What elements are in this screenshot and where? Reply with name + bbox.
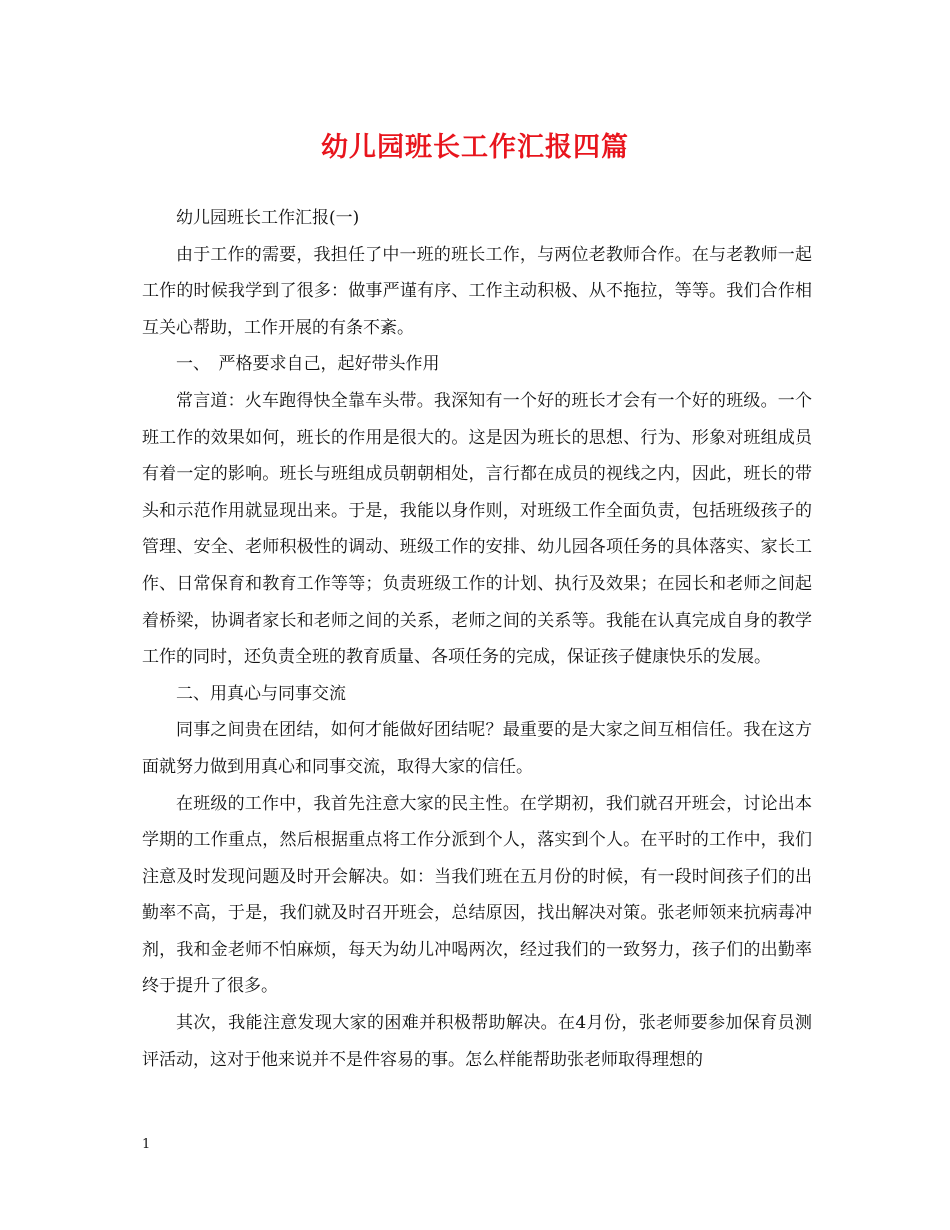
subsection-heading: 一、 严格要求自己，起好带头作用 bbox=[176, 354, 440, 375]
paragraph: 常言道：火车跑得快全靠车头带。我深知有一个好的班长才会有一个好的班级。一个班工作的效果如何，班长的作用是很大的。这是因为班长的思想、行为、形象对班组成员有着一定的影响。班长与班组成员朝朝相处，言行都在成员的视线之内，因此，班长的带头和示范作用就显现出来。于是，我能以身作则，对班级工作全面负责，包括班级孩子的管理、安全、老师积极性的调动、班级工作的安排、幼儿园各项任务的具体落实、家长工作、日常保育和教育工作等等；负责班级工作的计划、执行及效果；在园长和老师之间起着桥梁，协调者家长和老师之间的关系，老师之间的关系等。我能在认真完成自身的教学工作的同时，还负责全班的教育质量、各项任务的完成，保证孩子健康快乐的发展。 bbox=[142, 390, 812, 668]
page-number: 1 bbox=[142, 1137, 151, 1152]
paragraph: 其次，我能注意发现大家的困难并积极帮助解决。在4月份，张老师要参加保育员测评活动，这对于他来说并不是件容易的事。怎么样能帮助张老师取得理想的 bbox=[142, 1013, 812, 1070]
section-heading: 幼儿园班长工作汇报(一) bbox=[176, 208, 360, 228]
subsection-heading: 二、用真心与同事交流 bbox=[176, 683, 346, 704]
document-title: 幼儿园班长工作汇报四篇 bbox=[321, 132, 629, 163]
document-body bbox=[142, 200, 812, 1078]
paragraph: 同事之间贵在团结，如何才能做好团结呢？最重要的是大家之间互相信任。我在这方面就努力做到用真心和同事交流，取得大家的信任。 bbox=[142, 720, 812, 777]
paragraph: 在班级的工作中，我首先注意大家的民主性。在学期初，我们就召开班会，讨论出本学期的工作重点，然后根据重点将工作分派到个人，落实到个人。在平时的工作中，我们注意及时发现问题及时开会解决。如：当我们班在五月份的时候，有一段时间孩子们的出勤率不高，于是，我们就及时召开班会，总结原因，找出解决对策。张老师领来抗病毒冲剂，我和金老师不怕麻烦，每天为幼儿冲喝两次，经过我们的一致努力，孩子们的出勤率终于提升了很多。 bbox=[142, 793, 812, 997]
paragraph: 由于工作的需要，我担任了中一班的班长工作，与两位老教师合作。在与老教师一起工作的时候我学到了很多：做事严谨有序、工作主动积极、从不拖拉，等等。我们合作相互关心帮助，工作开展的有条不紊。 bbox=[142, 244, 812, 338]
